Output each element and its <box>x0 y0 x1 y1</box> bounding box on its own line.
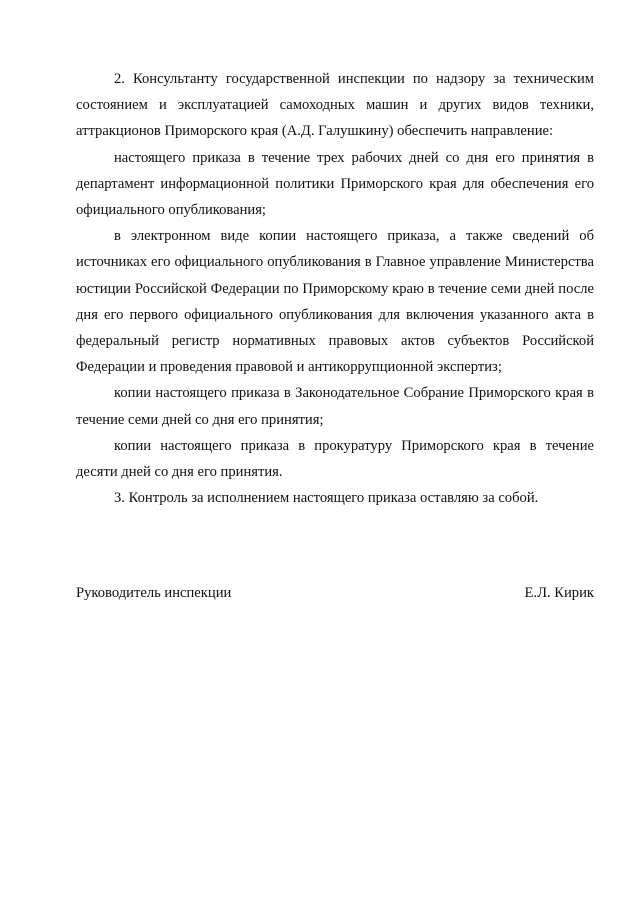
signatory-name: Е.Л. Кирик <box>524 585 594 601</box>
signature-block <box>76 580 594 606</box>
paragraph-item-2: 2. Консультанту государственной инспекции по надзору за техническим состоянием и эксплуатацией самоходных машин и других видов техники, аттракционов Приморского края (А.Д. Галушкину) обеспечить направление: <box>76 71 594 140</box>
document-body <box>76 66 594 511</box>
paragraph-prosecutor-office: копии настоящего приказа в прокуратуру Приморского края в течение десяти дней со дня его принятия. <box>76 437 594 481</box>
paragraph-ministry-of-justice: в электронном виде копии настоящего приказа, а также сведений об источниках его официального опубликования в Главное управление Министерства юстиции Российской Федерации по Приморскому краю в течение семи дней после дня его первого официального опубликования для включения указанного акта в федеральный регистр нормативных правовых актов субъектов Российской Федерации и проведения правовой и антикоррупционной экспертиз; <box>76 228 594 376</box>
signatory-position: Руководитель инспекции <box>76 585 232 601</box>
paragraph-item-3: 3. Контроль за исполнением настоящего приказа оставляю за собой. <box>114 490 539 507</box>
paragraph-legislative-assembly: копии настоящего приказа в Законодательное Собрание Приморского края в течение семи дней со дня его принятия; <box>76 385 594 428</box>
paragraph-information-policy: настоящего приказа в течение трех рабочих дней со дня его принятия в департамент информационной политики Приморского края для обеспечения его официального опубликования; <box>76 149 594 219</box>
